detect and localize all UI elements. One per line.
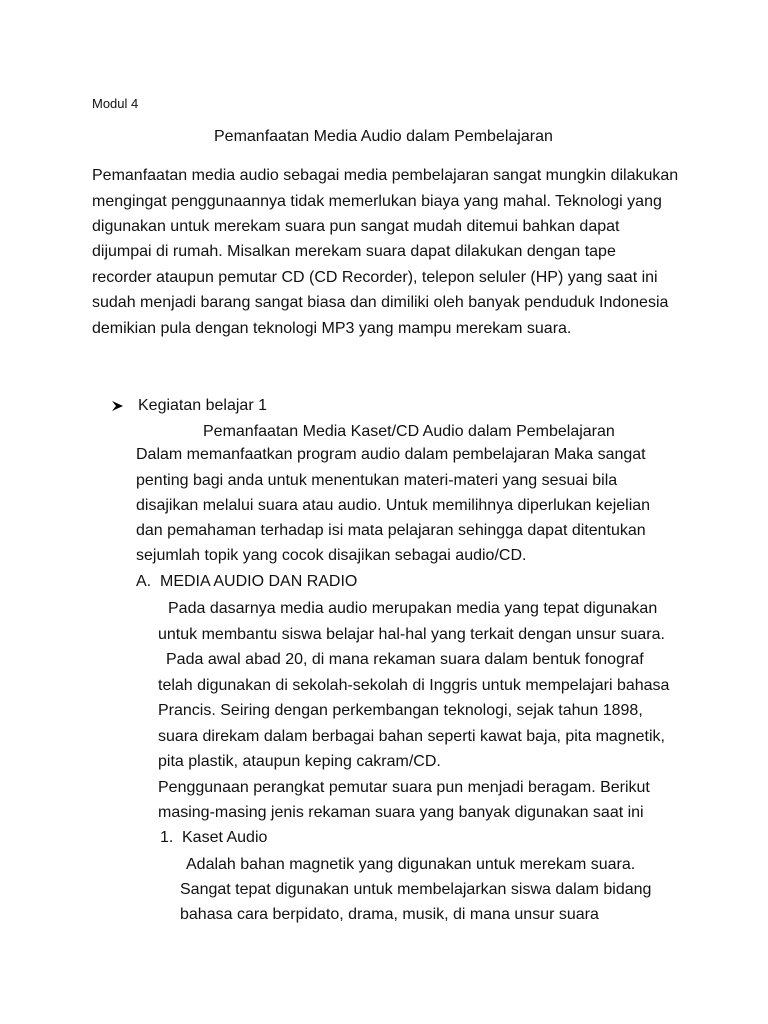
section-a-line: masing-masing jenis rekaman suara yang banyak digunakan saat ini <box>158 804 644 821</box>
section-a-line: Penggunaan perangkat pemutar suara pun menjadi beragam. Berikut <box>158 779 650 796</box>
item-1-title: Kaset Audio <box>182 829 268 846</box>
section-a-line: telah digunakan di sekolah-sekolah di Inggris untuk mempelajari bahasa <box>158 677 670 694</box>
item-1-number: 1. <box>160 829 174 846</box>
intro-line: mengingat penggunaannya tidak memerlukan biaya yang mahal. Teknologi yang <box>92 193 662 210</box>
item-1-line: bahasa cara berpidato, drama, musik, di mana unsur suara <box>180 906 599 923</box>
activity-line: Dalam memanfaatkan program audio dalam pembelajaran Maka sangat <box>136 446 646 463</box>
item-1-line: Sangat tepat digunakan untuk membelajarkan siswa dalam bidang <box>180 881 652 898</box>
arrow-bullet-icon <box>108 396 126 416</box>
activity-subtitle: Pemanfaatan Media Kaset/CD Audio dalam Pembelajaran <box>203 423 615 440</box>
section-a-line: pita plastik, ataupun keping cakram/CD. <box>158 753 441 770</box>
intro-line: recorder ataupun pemutar CD (CD Recorder), telepon seluler (HP) yang saat ini <box>92 269 658 286</box>
section-a-line: untuk membantu siswa belajar hal-hal yang terkait dengan unsur suara. <box>158 626 665 643</box>
section-a-title: MEDIA AUDIO DAN RADIO <box>160 573 358 590</box>
activity-line: penting bagi anda untuk menentukan materi-materi yang sesuai bila <box>136 472 618 489</box>
activity-line: disajikan melalui suara atau audio. Untuk memilihnya diperlukan kejelian <box>136 497 651 514</box>
section-a-line: suara direkam dalam berbagai bahan seperti kawat baja, pita magnetik, <box>158 728 665 745</box>
section-a-line: Prancis. Seiring dengan perkembangan teknologi, sejak tahun 1898, <box>158 702 643 719</box>
intro-line: digunakan untuk merekam suara pun sangat mudah ditemui bahkan dapat <box>92 218 620 235</box>
activity-line: sejumlah topik yang cocok disajikan sebagai audio/CD. <box>136 547 527 564</box>
intro-line: sudah menjadi barang sangat biasa dan dimiliki oleh banyak penduduk Indonesia <box>92 294 669 311</box>
page-title: Pemanfaatan Media Audio dalam Pembelajaran <box>214 128 553 145</box>
modul-label: Modul 4 <box>92 96 139 111</box>
activity-line: dan pemahaman terhadap isi mata pelajaran sehingga dapat ditentukan <box>136 522 646 539</box>
activity-heading: Kegiatan belajar 1 <box>138 397 267 414</box>
section-a-label: A. <box>136 573 152 590</box>
intro-line: demikian pula dengan teknologi MP3 yang mampu merekam suara. <box>92 320 572 337</box>
section-a-line: Pada dasarnya media audio merupakan media yang tepat digunakan <box>168 600 658 617</box>
item-1-line: Adalah bahan magnetik yang digunakan untuk merekam suara. <box>186 856 636 873</box>
intro-line: Pemanfaatan media audio sebagai media pembelajaran sangat mungkin dilakukan <box>92 167 679 184</box>
section-a-line: Pada awal abad 20, di mana rekaman suara dalam bentuk fonograf <box>166 651 644 668</box>
intro-line: dijumpai di rumah. Misalkan merekam suara dapat dilakukan dengan tape <box>92 243 616 260</box>
